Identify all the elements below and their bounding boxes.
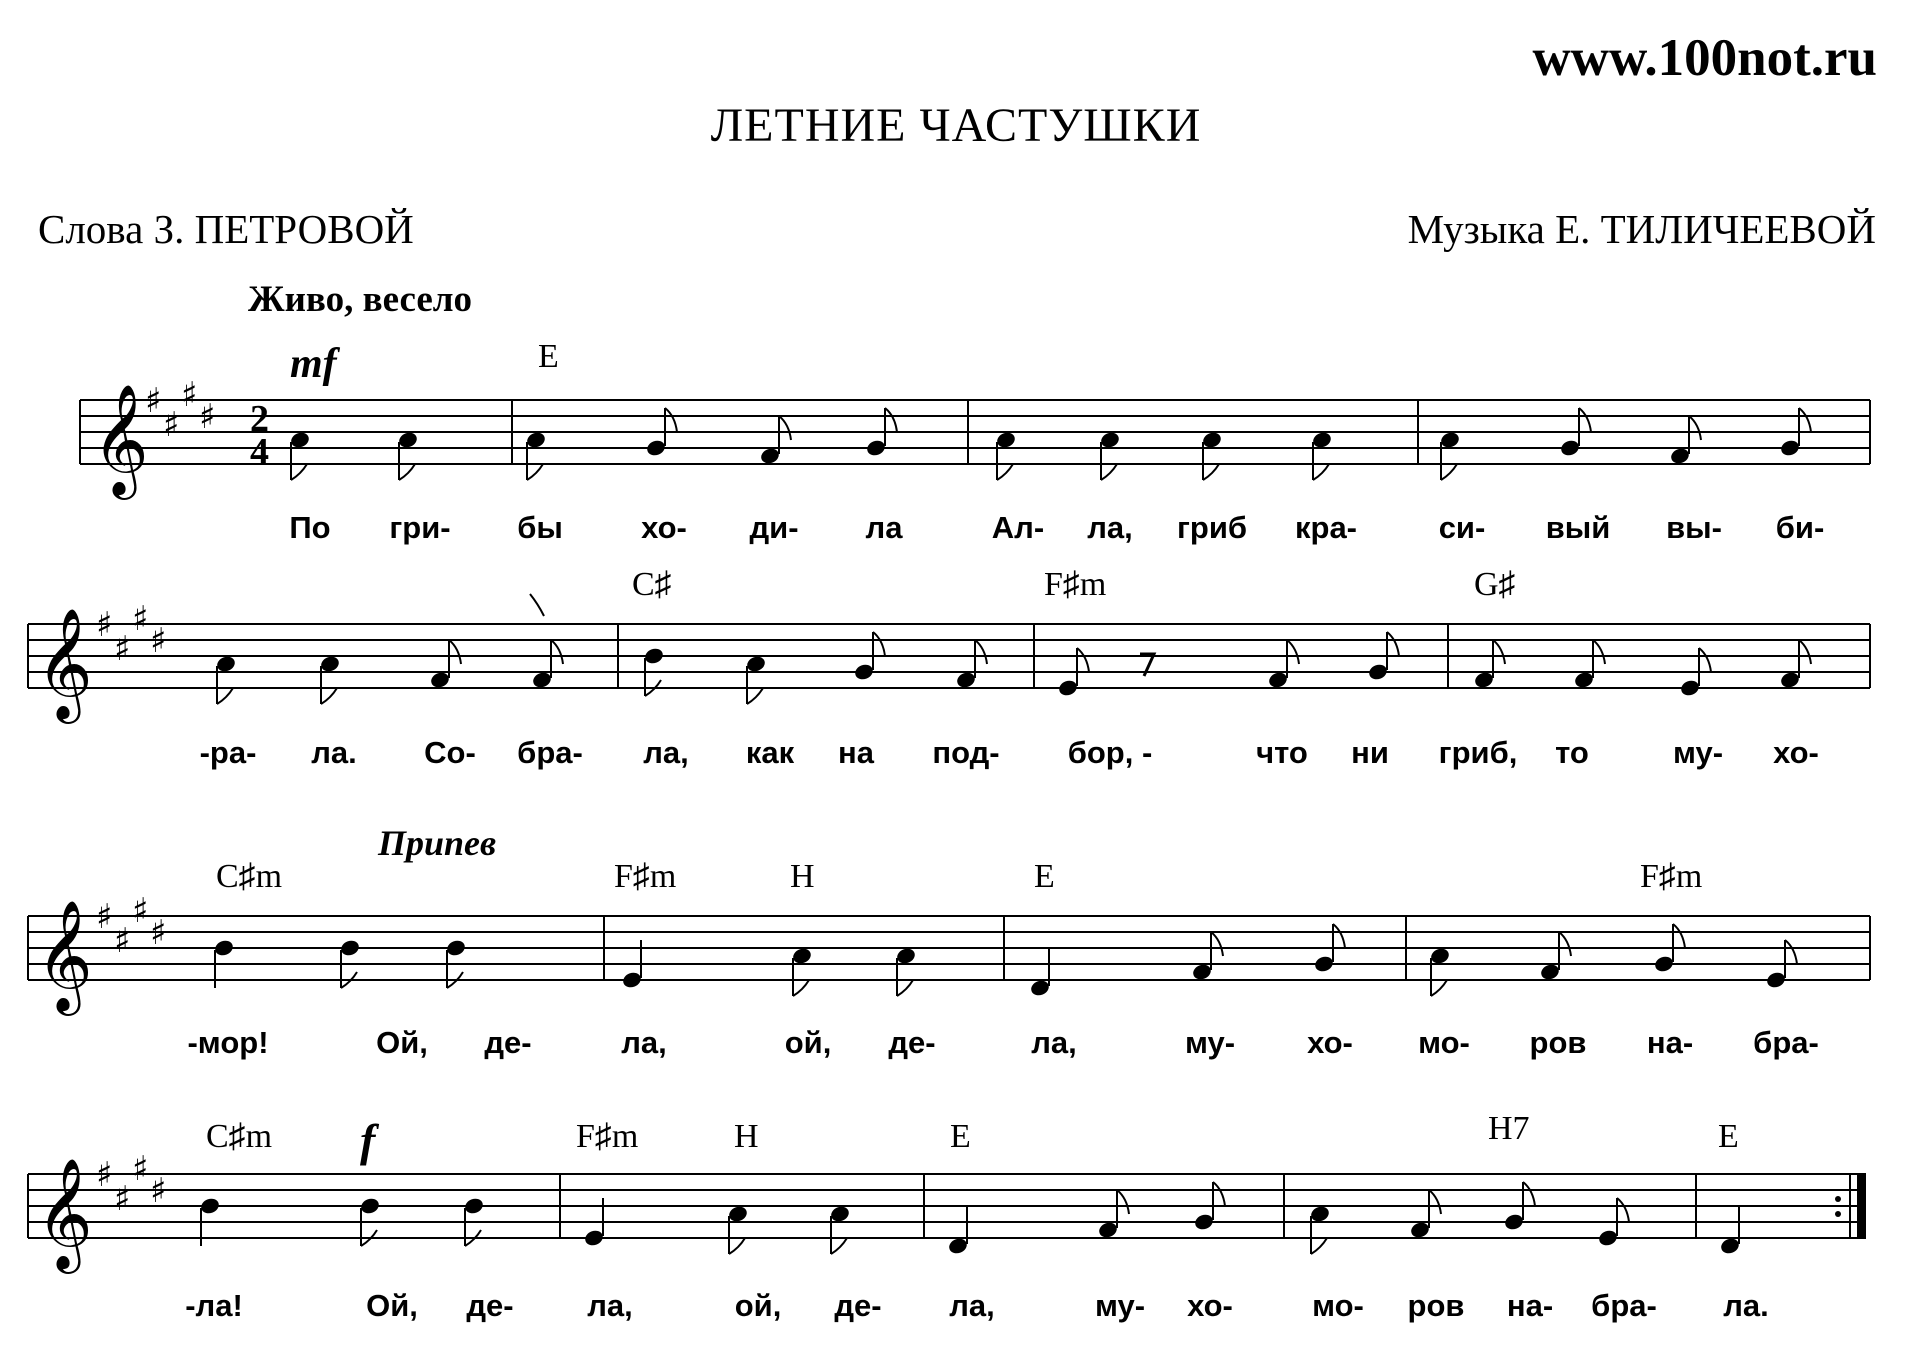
- eighth-note: [429, 640, 461, 690]
- lyric-syllable: хо-: [641, 510, 687, 545]
- lyric-syllable: ла: [865, 510, 903, 545]
- staff-lines: [80, 400, 1870, 464]
- key-signature-sharps: [145, 375, 215, 445]
- eighth-note: [895, 946, 917, 996]
- notes: [199, 1182, 1741, 1256]
- lyric-syllable: как: [745, 735, 795, 770]
- chord-symbol: H7: [1488, 1110, 1530, 1147]
- eighth-note: [1191, 932, 1223, 982]
- svg-text:♯: ♯: [163, 405, 180, 445]
- lyric-syllable: гриб: [1176, 510, 1248, 545]
- lyric-syllable: му-: [1094, 1288, 1146, 1323]
- eighth-note: [1201, 430, 1223, 480]
- lyric-syllable: -ра-: [199, 735, 257, 770]
- lyric-syllable: Ал-: [991, 510, 1045, 545]
- eighth-note: [1669, 416, 1701, 466]
- lyric-syllable: ров: [1529, 1025, 1587, 1060]
- chord-symbol: C♯m: [216, 858, 283, 895]
- chord-symbol: F♯m: [614, 858, 677, 895]
- lyric-syllable: ла.: [1723, 1288, 1769, 1323]
- lyric-syllable: на-: [1506, 1288, 1554, 1323]
- lyric-syllable: кра-: [1294, 510, 1358, 545]
- chord-symbol: H: [734, 1118, 759, 1155]
- svg-text:♯: ♯: [114, 1179, 131, 1219]
- svg-text:♯: ♯: [145, 381, 162, 421]
- svg-text:♯: ♯: [96, 1155, 113, 1195]
- treble-clef-icon: 𝄞: [36, 1157, 93, 1269]
- lyric-syllable: му-: [1184, 1025, 1236, 1060]
- lyric-syllable: мо-: [1312, 1288, 1364, 1323]
- svg-text:♯: ♯: [114, 921, 131, 961]
- lyric-syllable: ла,: [643, 735, 689, 770]
- eighth-note: [1429, 946, 1451, 996]
- chord-symbol: E: [538, 338, 559, 375]
- staff-lines: [28, 916, 1870, 980]
- chord-symbol: G♯: [1474, 566, 1516, 603]
- eighth-note: [745, 654, 767, 704]
- lyric-syllable: би-: [1775, 510, 1825, 545]
- tempo-marking: Живо, весело: [248, 279, 473, 320]
- lyric-syllable: бра-: [517, 735, 583, 770]
- lyric-syllable: ой,: [734, 1288, 782, 1323]
- lyric-syllable: -мор!: [187, 1025, 269, 1060]
- lyric-syllable: то: [1555, 735, 1589, 770]
- lyric-syllable: -ла!: [185, 1288, 243, 1323]
- lyric-syllable: Ой,: [366, 1288, 418, 1323]
- chord-symbol: C♯: [632, 566, 672, 603]
- svg-text:♯: ♯: [114, 629, 131, 669]
- key-signature-sharps: [96, 1149, 166, 1219]
- chord-symbol: H: [790, 858, 815, 895]
- chord-symbol: E: [1718, 1118, 1739, 1155]
- lyric-syllable: ди-: [749, 510, 799, 545]
- key-signature-sharps: [96, 599, 166, 669]
- lyric-syllable: ла.: [311, 735, 357, 770]
- eighth-note: [1267, 640, 1299, 690]
- lyric-syllable: му-: [1672, 735, 1724, 770]
- dynamic-f: f: [360, 1115, 376, 1166]
- lyric-syllable: ла,: [587, 1288, 633, 1323]
- lyric-syllable: ни: [1351, 735, 1389, 770]
- lyric-syllable: ой,: [784, 1025, 832, 1060]
- lyric-syllable: на: [838, 735, 874, 770]
- svg-text:♯: ♯: [132, 599, 149, 639]
- svg-text:♯: ♯: [132, 891, 149, 931]
- lyric-syllable: бра-: [1591, 1288, 1657, 1323]
- lyric-syllable: вый: [1545, 510, 1611, 545]
- svg-text:♯: ♯: [96, 605, 113, 645]
- lyric-syllable: ров: [1407, 1288, 1465, 1323]
- eighth-note: [1099, 430, 1121, 480]
- quarter-note: [947, 1206, 969, 1256]
- svg-text:♯: ♯: [150, 1171, 167, 1211]
- music-staff: [0, 846, 1912, 1086]
- svg-text:♯: ♯: [199, 397, 216, 437]
- lyric-syllable: гри-: [389, 510, 451, 545]
- staff-lines: [28, 1174, 1866, 1238]
- eighth-note: [829, 1204, 851, 1254]
- lyric-syllable: де-: [484, 1025, 532, 1060]
- chord-symbol: F♯m: [576, 1118, 639, 1155]
- eighth-note: [1779, 640, 1811, 690]
- chorus-label: Припев: [378, 823, 497, 863]
- music-staff: [0, 330, 1912, 590]
- key-signature-sharps: [96, 891, 166, 961]
- lyric-syllable: бра-: [1753, 1025, 1819, 1060]
- lyric-syllable: хо-: [1307, 1025, 1353, 1060]
- chord-symbol: E: [950, 1118, 971, 1155]
- lyric-syllable: По: [289, 510, 331, 545]
- lyric-syllable: под-: [932, 735, 1000, 770]
- eighth-note: [397, 430, 419, 480]
- eighth-note: [1439, 430, 1461, 480]
- svg-text:♯: ♯: [132, 1149, 149, 1189]
- lyric-syllable: си-: [1438, 510, 1486, 545]
- time-signature: [250, 398, 269, 473]
- eighth-note: [1473, 640, 1505, 690]
- eighth-note: [955, 640, 987, 690]
- lyric-syllable: бы: [517, 510, 563, 545]
- chord-symbol: E: [1034, 858, 1055, 895]
- lyric-syllable: хо-: [1187, 1288, 1233, 1323]
- chord-symbol: F♯m: [1044, 566, 1107, 603]
- svg-text:2: 2: [250, 398, 269, 440]
- svg-text:♯: ♯: [150, 621, 167, 661]
- lyric-syllable: бор, -: [1067, 735, 1153, 770]
- eighth-note: [791, 946, 813, 996]
- lyric-syllable: на-: [1646, 1025, 1694, 1060]
- eighth-note: [289, 430, 311, 480]
- lyric-syllable: де-: [466, 1288, 514, 1323]
- eighth-note: [727, 1204, 749, 1254]
- site-watermark: www.100not.ru: [1532, 29, 1877, 87]
- lyric-syllable: что: [1256, 735, 1308, 770]
- svg-text:♯: ♯: [150, 913, 167, 953]
- eighth-note: [215, 654, 237, 704]
- lyric-syllable: хо-: [1773, 735, 1819, 770]
- eighth-note: [995, 430, 1017, 480]
- notes: [213, 924, 1797, 998]
- eighth-note: [1097, 1190, 1129, 1240]
- svg-text:♯: ♯: [181, 375, 198, 415]
- treble-clef-icon: 𝄞: [92, 383, 149, 495]
- lyric-syllable: гриб,: [1438, 735, 1518, 770]
- chord-symbol: F♯m: [1640, 858, 1703, 895]
- svg-text:4: 4: [250, 431, 269, 473]
- chord-symbol: C♯m: [206, 1118, 273, 1155]
- lyric-syllable: вы-: [1666, 510, 1722, 545]
- quarter-note: [1029, 948, 1051, 998]
- treble-clef-icon: 𝄞: [36, 607, 93, 719]
- dynamic-mf: mf: [290, 341, 337, 387]
- lyric-syllable: де-: [834, 1288, 882, 1323]
- eighth-note: [530, 594, 563, 690]
- eighth-note: [319, 654, 341, 704]
- lyric-syllable: Со-: [424, 735, 476, 770]
- lyric-syllable: мо-: [1418, 1025, 1470, 1060]
- eighth-note: [525, 430, 547, 480]
- svg-text:♯: ♯: [96, 897, 113, 937]
- lyric-syllable: ла,: [1031, 1025, 1077, 1060]
- eighth-note: [1539, 932, 1571, 982]
- lyric-syllable: ла,: [949, 1288, 995, 1323]
- lyric-syllable: де-: [888, 1025, 936, 1060]
- eighth-note: [1409, 1190, 1441, 1240]
- eighth-note: [1311, 430, 1333, 480]
- lyric-syllable: ла,: [621, 1025, 667, 1060]
- quarter-note: [1719, 1206, 1741, 1256]
- song-title: ЛЕТНИЕ ЧАСТУШКИ: [710, 99, 1202, 152]
- notes: [289, 408, 1811, 480]
- eighth-note: [759, 416, 791, 466]
- eighth-note: [1309, 1204, 1331, 1254]
- lyric-syllable: Ой,: [376, 1025, 428, 1060]
- treble-clef-icon: 𝄞: [36, 899, 93, 1011]
- composer-credit: Музыка Е. ТИЛИЧЕЕВОЙ: [1407, 206, 1876, 252]
- eighth-note: [1573, 640, 1605, 690]
- lyric-syllable: ла,: [1087, 510, 1133, 545]
- lyricist-credit: Слова З. ПЕТРОВОЙ: [38, 206, 414, 252]
